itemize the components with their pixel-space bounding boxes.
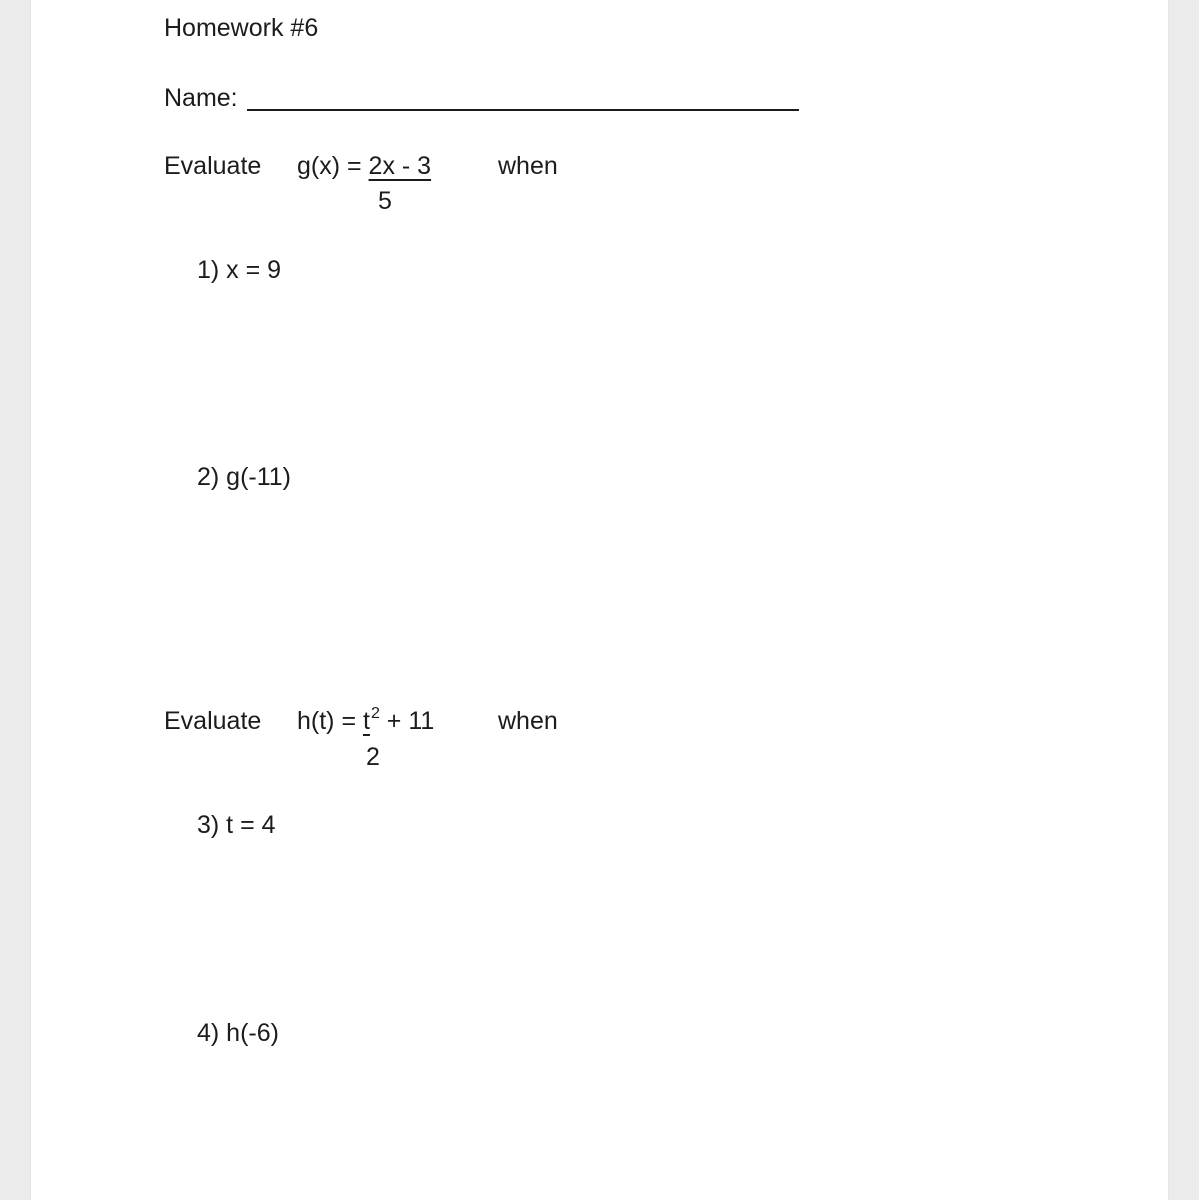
when-label-1: when	[498, 152, 558, 180]
problem-1: 1) x = 9	[197, 256, 282, 284]
when-label-2: when	[498, 707, 558, 735]
evaluate-label-1: Evaluate	[164, 152, 262, 180]
function-h-exponent: 2	[370, 705, 380, 722]
worksheet-page	[31, 0, 1168, 1200]
name-blank-line	[247, 109, 799, 111]
problem-2: 2) g(-11)	[197, 463, 292, 491]
homework-title: Homework #6	[164, 14, 319, 42]
function-h-numerator-base: t	[363, 707, 370, 735]
function-h-numerator-rest: + 11	[379, 707, 435, 735]
name-label: Name:	[164, 84, 238, 112]
function-g-expression	[297, 154, 431, 179]
evaluate-label-2: Evaluate	[164, 707, 262, 735]
function-h-expression	[297, 705, 435, 735]
function-g-denominator: 5	[378, 187, 392, 215]
function-g-lhs: g(x) =	[297, 152, 369, 180]
problem-3: 3) t = 4	[197, 811, 276, 839]
function-h-denominator: 2	[366, 743, 380, 771]
problem-4: 4) h(-6)	[197, 1019, 279, 1047]
function-g-numerator: 2x - 3	[368, 152, 432, 180]
function-h-lhs: h(t) =	[297, 707, 363, 735]
